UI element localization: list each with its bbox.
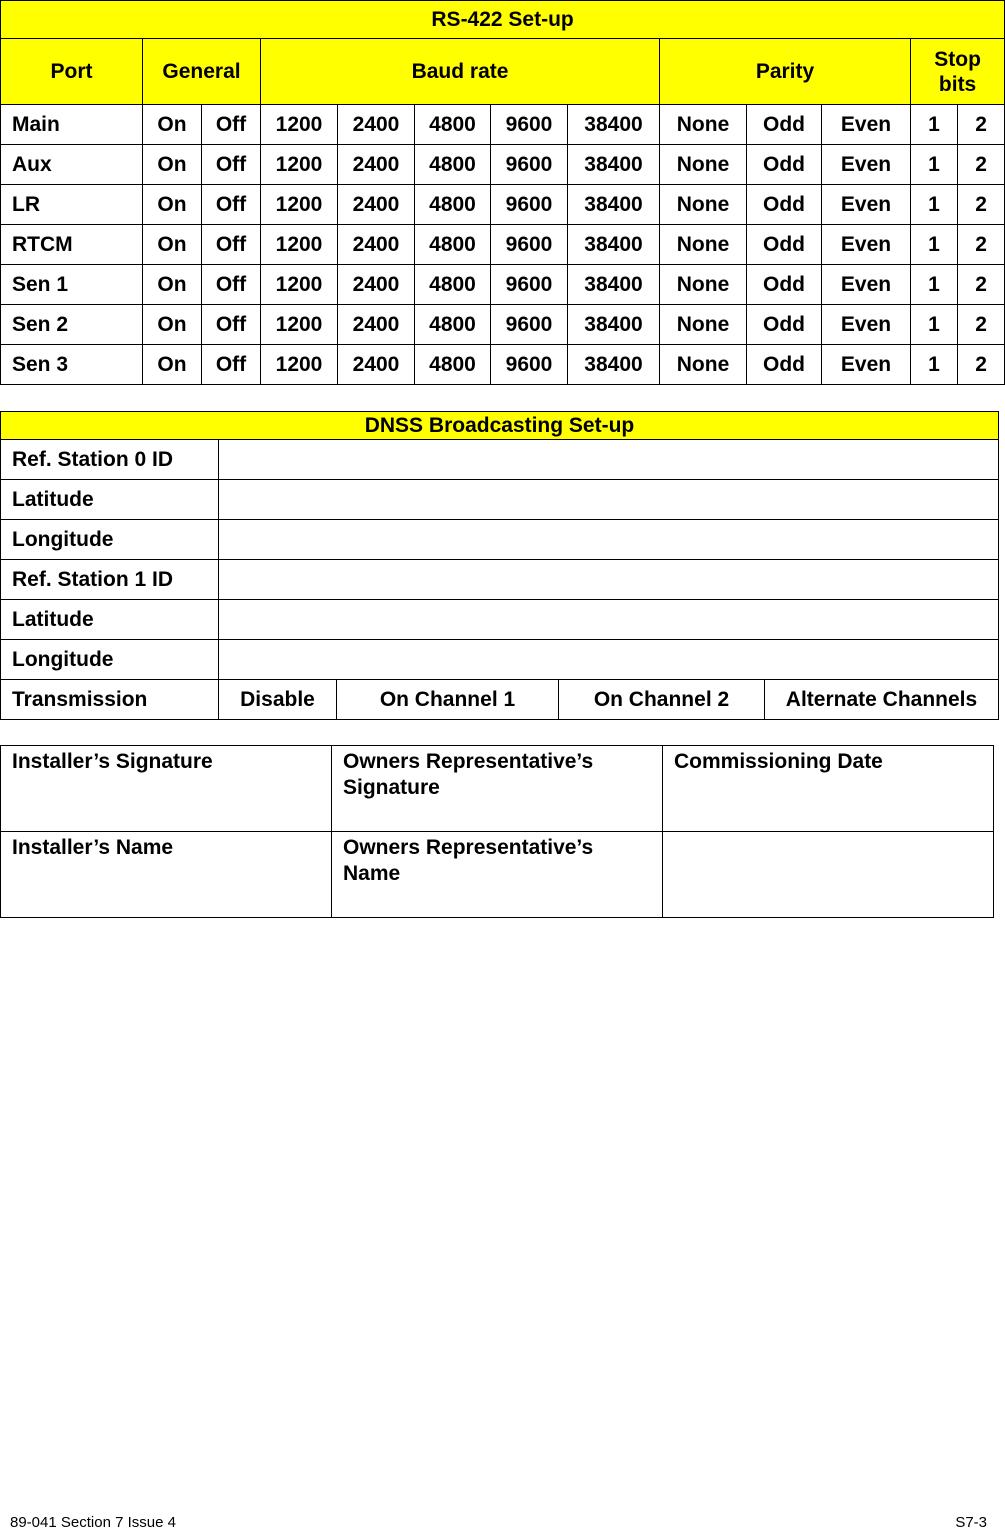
dnss-field-row <box>1 520 999 560</box>
port-row <box>1 105 1005 145</box>
option-s1[interactable]: 1 <box>911 345 958 385</box>
option-baud-1200[interactable]: 1200 <box>261 265 338 305</box>
option-baud-38400[interactable]: 38400 <box>568 105 660 145</box>
header-stop-line2: bits <box>938 72 977 96</box>
dnss-field-value[interactable] <box>219 600 999 640</box>
option-odd[interactable]: Odd <box>747 225 822 265</box>
port-name: LR <box>1 185 143 225</box>
dnss-broadcasting-table <box>0 411 999 720</box>
option-even[interactable]: Even <box>822 105 911 145</box>
option-baud-9600[interactable]: 9600 <box>491 185 568 225</box>
option-baud-9600[interactable]: 9600 <box>491 345 568 385</box>
dnss-field-value[interactable] <box>219 640 999 680</box>
installer-name-field[interactable]: Installer’s Name <box>1 832 332 918</box>
port-row <box>1 225 1005 265</box>
option-baud-9600[interactable]: 9600 <box>491 305 568 345</box>
header-stop-bits <box>911 39 1005 105</box>
option-on[interactable]: On <box>143 225 202 265</box>
option-baud-2400[interactable]: 2400 <box>338 145 415 185</box>
option-baud-2400[interactable]: 2400 <box>338 185 415 225</box>
header-stop-line1: Stop <box>934 47 981 71</box>
option-off[interactable]: Off <box>202 145 261 185</box>
option-baud-2400[interactable]: 2400 <box>338 225 415 265</box>
dnss-field-value[interactable] <box>219 480 999 520</box>
transmission-label: Transmission <box>1 680 219 720</box>
port-name: Sen 3 <box>1 345 143 385</box>
port-row <box>1 305 1005 345</box>
footer-document-ref: 89-041 Section 7 Issue 4 <box>10 1514 176 1531</box>
option-baud-9600[interactable]: 9600 <box>491 225 568 265</box>
option-none[interactable]: None <box>660 185 747 225</box>
owner-signature-field[interactable]: Owners Representative’s Signature <box>332 746 663 832</box>
port-name: Main <box>1 105 143 145</box>
dnss-field-label: Longitude <box>1 640 219 680</box>
option-even[interactable]: Even <box>822 265 911 305</box>
dnss-field-row <box>1 480 999 520</box>
dnss-field-label: Longitude <box>1 520 219 560</box>
option-baud-2400[interactable]: 2400 <box>338 345 415 385</box>
option-s2[interactable]: 2 <box>958 105 1005 145</box>
option-odd[interactable]: Odd <box>747 345 822 385</box>
option-on[interactable]: On <box>143 265 202 305</box>
option-baud-1200[interactable]: 1200 <box>261 185 338 225</box>
option-s2[interactable]: 2 <box>958 305 1005 345</box>
option-on[interactable]: On <box>143 345 202 385</box>
option-baud-1200[interactable]: 1200 <box>261 225 338 265</box>
option-baud-38400[interactable]: 38400 <box>568 345 660 385</box>
option-s1[interactable]: 1 <box>911 225 958 265</box>
option-off[interactable]: Off <box>202 105 261 145</box>
option-odd[interactable]: Odd <box>747 265 822 305</box>
option-off[interactable]: Off <box>202 185 261 225</box>
dnss-field-label: Ref. Station 1 ID <box>1 560 219 600</box>
port-name: Sen 2 <box>1 305 143 345</box>
option-baud-9600[interactable]: 9600 <box>491 145 568 185</box>
option-odd[interactable]: Odd <box>747 185 822 225</box>
option-s1[interactable]: 1 <box>911 185 958 225</box>
dnss-field-value[interactable] <box>219 560 999 600</box>
transmission-option-channel-1[interactable]: On Channel 1 <box>337 680 559 720</box>
rs422-title: RS-422 Set-up <box>1 1 1005 39</box>
installer-signature-field[interactable]: Installer’s Signature <box>1 746 332 832</box>
option-baud-4800[interactable]: 4800 <box>415 265 491 305</box>
dnss-field-value[interactable] <box>219 440 999 480</box>
option-odd[interactable]: Odd <box>747 305 822 345</box>
dnss-field-row <box>1 560 999 600</box>
option-off[interactable]: Off <box>202 345 261 385</box>
dnss-field-label: Latitude <box>1 600 219 640</box>
option-even[interactable]: Even <box>822 225 911 265</box>
option-off[interactable]: Off <box>202 265 261 305</box>
option-off[interactable]: Off <box>202 225 261 265</box>
port-row <box>1 185 1005 225</box>
option-s1[interactable]: 1 <box>911 145 958 185</box>
transmission-option-alternate[interactable]: Alternate Channels <box>765 680 999 720</box>
option-s2[interactable]: 2 <box>958 265 1005 305</box>
option-on[interactable]: On <box>143 185 202 225</box>
option-s2[interactable]: 2 <box>958 185 1005 225</box>
option-s1[interactable]: 1 <box>911 305 958 345</box>
blank-field[interactable] <box>663 832 994 918</box>
option-baud-2400[interactable]: 2400 <box>338 305 415 345</box>
port-name: RTCM <box>1 225 143 265</box>
option-baud-38400[interactable]: 38400 <box>568 305 660 345</box>
port-row <box>1 265 1005 305</box>
option-s2[interactable]: 2 <box>958 225 1005 265</box>
rs422-setup-table <box>0 0 1005 385</box>
option-baud-2400[interactable]: 2400 <box>338 265 415 305</box>
option-s2[interactable]: 2 <box>958 145 1005 185</box>
option-baud-4800[interactable]: 4800 <box>415 225 491 265</box>
option-on[interactable]: On <box>143 305 202 345</box>
option-baud-1200[interactable]: 1200 <box>261 305 338 345</box>
dnss-field-value[interactable] <box>219 520 999 560</box>
option-none[interactable]: None <box>660 225 747 265</box>
header-port: Port <box>1 39 143 105</box>
header-general: General <box>143 39 261 105</box>
option-none[interactable]: None <box>660 305 747 345</box>
option-baud-2400[interactable]: 2400 <box>338 105 415 145</box>
header-parity: Parity <box>660 39 911 105</box>
owner-name-field[interactable]: Owners Representative’s Name <box>332 832 663 918</box>
option-baud-1200[interactable]: 1200 <box>261 105 338 145</box>
option-none[interactable]: None <box>660 265 747 305</box>
signature-table <box>0 745 994 918</box>
transmission-option-disable[interactable]: Disable <box>219 680 337 720</box>
option-even[interactable]: Even <box>822 345 911 385</box>
option-s1[interactable]: 1 <box>911 105 958 145</box>
option-odd[interactable]: Odd <box>747 145 822 185</box>
option-even[interactable]: Even <box>822 145 911 185</box>
option-baud-4800[interactable]: 4800 <box>415 105 491 145</box>
option-none[interactable]: None <box>660 145 747 185</box>
option-baud-38400[interactable]: 38400 <box>568 185 660 225</box>
option-baud-4800[interactable]: 4800 <box>415 345 491 385</box>
option-baud-4800[interactable]: 4800 <box>415 145 491 185</box>
option-baud-38400[interactable]: 38400 <box>568 225 660 265</box>
dnss-field-row <box>1 600 999 640</box>
option-odd[interactable]: Odd <box>747 105 822 145</box>
option-none[interactable]: None <box>660 345 747 385</box>
port-name: Aux <box>1 145 143 185</box>
dnss-field-label: Ref. Station 0 ID <box>1 440 219 480</box>
dnss-field-label: Latitude <box>1 480 219 520</box>
dnss-field-row <box>1 440 999 480</box>
option-none[interactable]: None <box>660 105 747 145</box>
option-baud-9600[interactable]: 9600 <box>491 265 568 305</box>
option-baud-1200[interactable]: 1200 <box>261 345 338 385</box>
option-baud-4800[interactable]: 4800 <box>415 185 491 225</box>
footer-page-number: S7-3 <box>955 1514 987 1531</box>
transmission-option-channel-2[interactable]: On Channel 2 <box>559 680 765 720</box>
option-even[interactable]: Even <box>822 305 911 345</box>
dnss-title: DNSS Broadcasting Set-up <box>1 412 999 440</box>
port-row <box>1 345 1005 385</box>
option-s1[interactable]: 1 <box>911 265 958 305</box>
option-baud-38400[interactable]: 38400 <box>568 145 660 185</box>
port-name: Sen 1 <box>1 265 143 305</box>
option-even[interactable]: Even <box>822 185 911 225</box>
option-baud-9600[interactable]: 9600 <box>491 105 568 145</box>
option-baud-1200[interactable]: 1200 <box>261 145 338 185</box>
commissioning-date-field[interactable]: Commissioning Date <box>663 746 994 832</box>
option-on[interactable]: On <box>143 105 202 145</box>
option-on[interactable]: On <box>143 145 202 185</box>
option-baud-38400[interactable]: 38400 <box>568 265 660 305</box>
header-baud-rate: Baud rate <box>261 39 660 105</box>
dnss-field-row <box>1 640 999 680</box>
option-baud-4800[interactable]: 4800 <box>415 305 491 345</box>
port-row <box>1 145 1005 185</box>
option-off[interactable]: Off <box>202 305 261 345</box>
option-s2[interactable]: 2 <box>958 345 1005 385</box>
